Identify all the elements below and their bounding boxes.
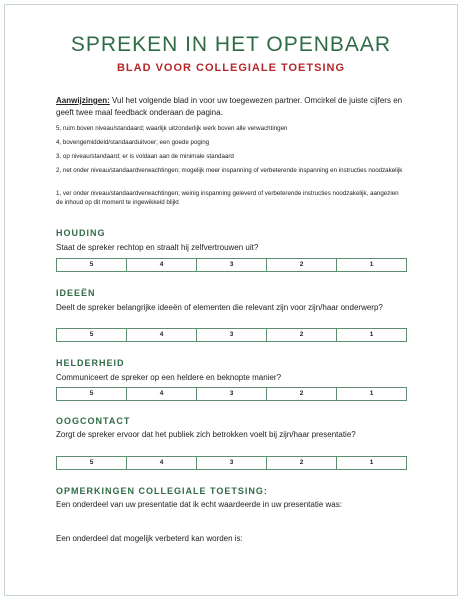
remark-prompt-appreciated: Een onderdeel van uw presentatie dat ik echt waardeerde in uw presentatie was: [56, 500, 342, 509]
rating-option-5[interactable]: 5 [89, 390, 94, 397]
rating-option-5[interactable]: 5 [89, 261, 94, 268]
rating-option-4[interactable]: 4 [126, 388, 196, 400]
scale-item-5: 5, ruim boven niveau/standaard; waarlijk uitzonderlijk werk boven alle verwachtingen [56, 125, 288, 132]
rating-option-3[interactable]: 3 [196, 329, 266, 341]
instructions [56, 95, 406, 119]
rating-option-2[interactable]: 2 [266, 259, 336, 271]
rating-row-oogcontact [56, 456, 407, 470]
rating-option-5[interactable]: 5 [89, 331, 94, 338]
page-subtitle: BLAD VOOR COLLEGIALE TOETSING [116, 62, 346, 74]
rating-option-3[interactable]: 3 [196, 457, 266, 469]
rating-option-4[interactable]: 4 [126, 259, 196, 271]
instructions-text: Vul het volgende blad in voor uw toegewezen partner. Omcirkel de juiste cijfers en geeft twee maal feedback onderaan de pagina. [56, 96, 403, 117]
remarks-heading: OPMERKINGEN COLLEGIALE TOETSING: [56, 486, 268, 496]
question-oogcontact: Zorgt de spreker ervoor dat het publiek zich betrokken voelt bij zijn/haar presentatie? [56, 430, 356, 439]
question-helderheid: Communiceert de spreker op een heldere en beknopte manier? [56, 373, 282, 382]
rating-option-2[interactable]: 2 [266, 329, 336, 341]
rating-row-ideeen [56, 328, 407, 342]
remark-prompt-improve: Een onderdeel dat mogelijk verbeterd kan worden is: [56, 534, 243, 543]
scale-item-1: 1, ver onder niveau/standaardverwachtingen; weinig inspanning geleverd of verbeterende instructies noodzakelijk, aangezien de inhoud op dit moment te ingewikkeld blijkt [56, 190, 399, 206]
rating-option-1[interactable]: 1 [336, 259, 406, 271]
rating-option-3[interactable]: 3 [196, 388, 266, 400]
page-title: SPREKEN IN HET OPENBAAR [70, 33, 392, 56]
rating-option-4[interactable]: 4 [126, 457, 196, 469]
rating-option-4[interactable]: 4 [126, 329, 196, 341]
section-heading-ideeen: IDEEËN [56, 288, 96, 298]
rating-option-5[interactable]: 5 [89, 459, 94, 466]
rating-option-2[interactable]: 2 [266, 457, 336, 469]
instructions-lead: Aanwijzingen: [56, 96, 110, 105]
rating-row-houding [56, 258, 407, 272]
rating-option-3[interactable]: 3 [196, 259, 266, 271]
rating-row-helderheid [56, 387, 407, 401]
question-ideeen: Deelt de spreker belangrijke ideeën of elementen die relevant zijn voor zijn/haar onderwerp? [56, 303, 383, 312]
scale-item-2: 2, net onder niveau/standaardverwachtingen; mogelijk meer inspanning of verbeterende inspanning en instructies noodzakelijk [56, 167, 403, 174]
question-houding: Staat de spreker rechtop en straalt hij zelfvertrouwen uit? [56, 243, 259, 252]
scale-item-3: 3, op niveau/standaard; er is voldaan aan de minimale standaard [56, 153, 234, 160]
section-heading-houding: HOUDING [56, 228, 106, 238]
rating-option-1[interactable]: 1 [336, 329, 406, 341]
rating-option-1[interactable]: 1 [336, 388, 406, 400]
section-heading-oogcontact: OOGCONTACT [56, 416, 131, 426]
rating-option-1[interactable]: 1 [336, 457, 406, 469]
section-heading-helderheid: HELDERHEID [56, 358, 125, 368]
rating-option-2[interactable]: 2 [266, 388, 336, 400]
scale-item-4: 4, bovengemiddeld/standaarduitvoer; een goede poging [56, 139, 210, 146]
